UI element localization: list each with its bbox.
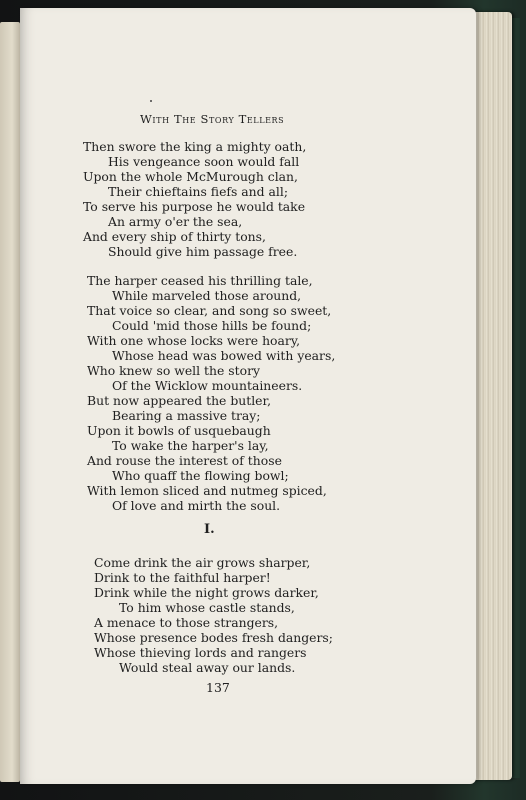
- verse-line: Could 'mid those hills be found;: [112, 318, 312, 333]
- verse-line: To serve his purpose he would take: [83, 199, 306, 214]
- section-number: I.: [204, 522, 215, 537]
- verse-line: And every ship of thirty tons,: [83, 229, 266, 244]
- song-line: Whose presence bodes fresh dangers;: [94, 630, 333, 645]
- song-line: Come drink the air grows sharper,: [94, 555, 311, 570]
- verse-line: Upon the whole McMurough clan,: [83, 169, 298, 184]
- verse-line: Of the Wicklow mountaineers.: [112, 378, 303, 393]
- verse-line: His vengeance soon would fall: [108, 154, 300, 169]
- verse-line: Who quaff the flowing bowl;: [112, 468, 289, 483]
- page-number: 137: [206, 680, 230, 695]
- song-line: Drink while the night grows darker,: [94, 585, 319, 600]
- book-page: [20, 8, 476, 784]
- verse-line: While marveled those around,: [112, 288, 302, 303]
- verse-line: But now appeared the butler,: [87, 393, 272, 408]
- verse-line: Should give him passage free.: [108, 244, 298, 259]
- verse-line: Of love and mirth the soul.: [112, 498, 281, 513]
- verse-line: The harper ceased his thrilling tale,: [87, 273, 313, 288]
- verse-line: Then swore the king a mighty oath,: [83, 139, 307, 154]
- verse-line: Their chieftains fiefs and all;: [108, 184, 289, 199]
- verse-line: And rouse the interest of those: [87, 453, 282, 468]
- verse-line: With one whose locks were hoary,: [87, 333, 301, 348]
- verse-line: An army o'er the sea,: [108, 214, 243, 229]
- page-block-edges: [470, 12, 512, 780]
- song-body: [20, 8, 476, 784]
- song-line: To him whose castle stands,: [119, 600, 295, 615]
- song-line: A menace to those strangers,: [94, 615, 279, 630]
- song-line: Drink to the faithful harper!: [94, 570, 271, 585]
- verse-line: With lemon sliced and nutmeg spiced,: [87, 483, 327, 498]
- verse-line: To wake the harper's lay,: [112, 438, 269, 453]
- running-head: With The Story Tellers: [140, 112, 285, 126]
- verse-line: That voice so clear, and song so sweet,: [87, 303, 332, 318]
- facing-page-edge: [0, 22, 20, 782]
- verse-line: Whose head was bowed with years,: [112, 348, 336, 363]
- song-line: Whose thieving lords and rangers: [94, 645, 307, 660]
- verse-line: Upon it bowls of usquebaugh: [87, 423, 271, 438]
- verse-line: Who knew so well the story: [87, 363, 260, 378]
- song-line: Would steal away our lands.: [119, 660, 296, 675]
- verse-line: Bearing a massive tray;: [112, 408, 261, 423]
